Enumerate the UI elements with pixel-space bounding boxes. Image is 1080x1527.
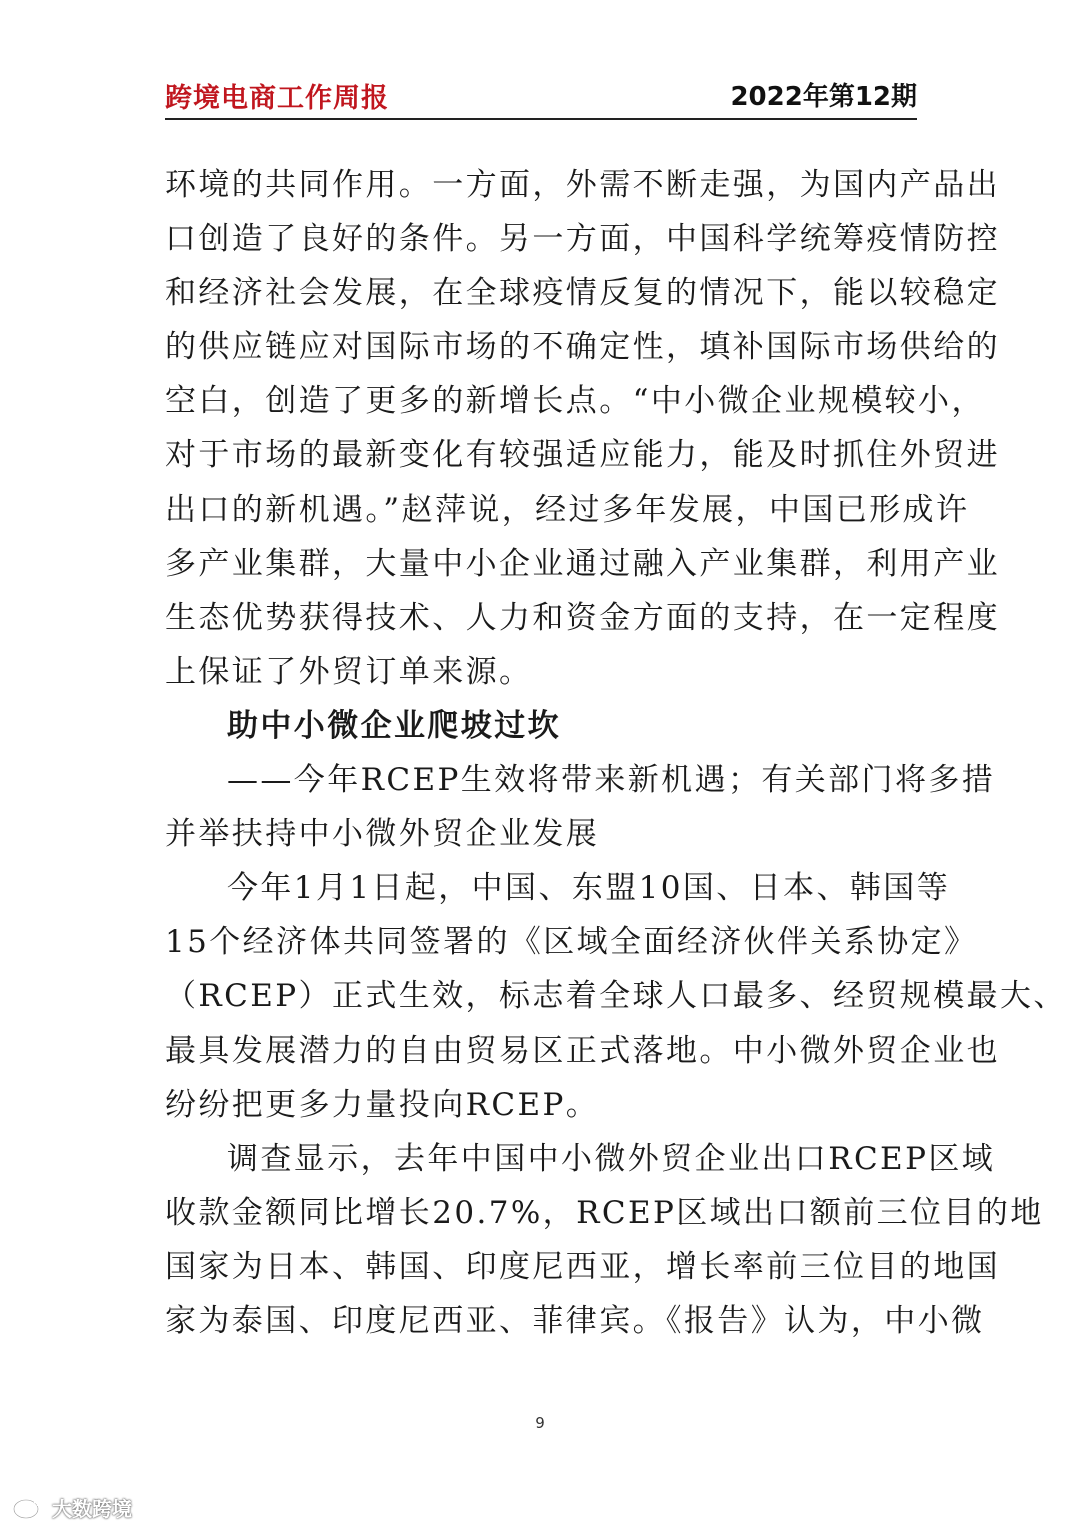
text-line: 生态优势获得技术、人力和资金方面的支持，在一定程度 [165, 599, 1000, 636]
weibo-logo-icon [12, 1494, 46, 1520]
text-line: 并举扶持中小微外贸企业发展 [165, 816, 600, 853]
text-line: 家为泰国、印度尼西亚、菲律宾。《报告》认为，中小微 [165, 1302, 985, 1339]
text-line: 空白，创造了更多的新增长点。“中小微企业规模较小， [165, 383, 985, 420]
text-line: 和经济社会发展，在全球疫情反复的情况下，能以较稳定 [165, 275, 1000, 312]
publication-title: 跨境电商工作周报 [165, 83, 389, 114]
text-line: 多产业集群，大量中小企业通过融入产业集群，利用产业 [165, 545, 1000, 582]
text-line: 最具发展潜力的自由贸易区正式落地。中小微外贸企业也 [165, 1032, 1000, 1069]
text-line: （RCEP）正式生效，标志着全球人口最多、经贸规模最大、 [165, 978, 1067, 1015]
text-line: 今年1月1日起，中国、东盟10国、日本、韩国等 [227, 870, 951, 907]
text-line: 国家为日本、韩国、印度尼西亚，增长率前三位目的地国 [165, 1248, 1000, 1285]
text-line: 口创造了良好的条件。另一方面，中国科学统筹疫情防控 [165, 221, 1000, 258]
article-body [165, 158, 1067, 1348]
text-line: 环境的共同作用。一方面，外需不断走强，为国内产品出 [165, 167, 1000, 203]
section-heading: 助中小微企业爬坡过坎 [227, 707, 561, 744]
text-line: ——今年RCEP生效将带来新机遇；有关部门将多措 [227, 762, 996, 799]
text-line: 纷纷把更多力量投向RCEP。 [165, 1086, 600, 1123]
text-line: 收款金额同比增长20.7%，RCEP区域出口额前三位目的地 [165, 1194, 1044, 1231]
watermark-text: 大数跨境 [52, 1496, 132, 1521]
text-line: 调查显示，去年中国中小微外贸企业出口RCEP区域 [227, 1140, 996, 1177]
text-line: 出口的新机遇。”赵萍说，经过多年发展，中国已形成许 [165, 491, 970, 528]
issue-number: 2022年第12期 [730, 82, 917, 112]
text-line: 15个经济体共同签署的《区域全面经济伙伴关系协定》 [165, 924, 978, 961]
watermark [12, 1494, 132, 1520]
page-header [165, 74, 917, 120]
page-number: 9 [535, 1414, 545, 1432]
text-line: 上保证了外贸订单来源。 [165, 653, 533, 690]
text-line: 的供应链应对国际市场的不确定性，填补国际市场供给的 [165, 329, 1000, 366]
text-line: 对于市场的最新变化有较强适应能力，能及时抓住外贸进 [165, 437, 1000, 474]
